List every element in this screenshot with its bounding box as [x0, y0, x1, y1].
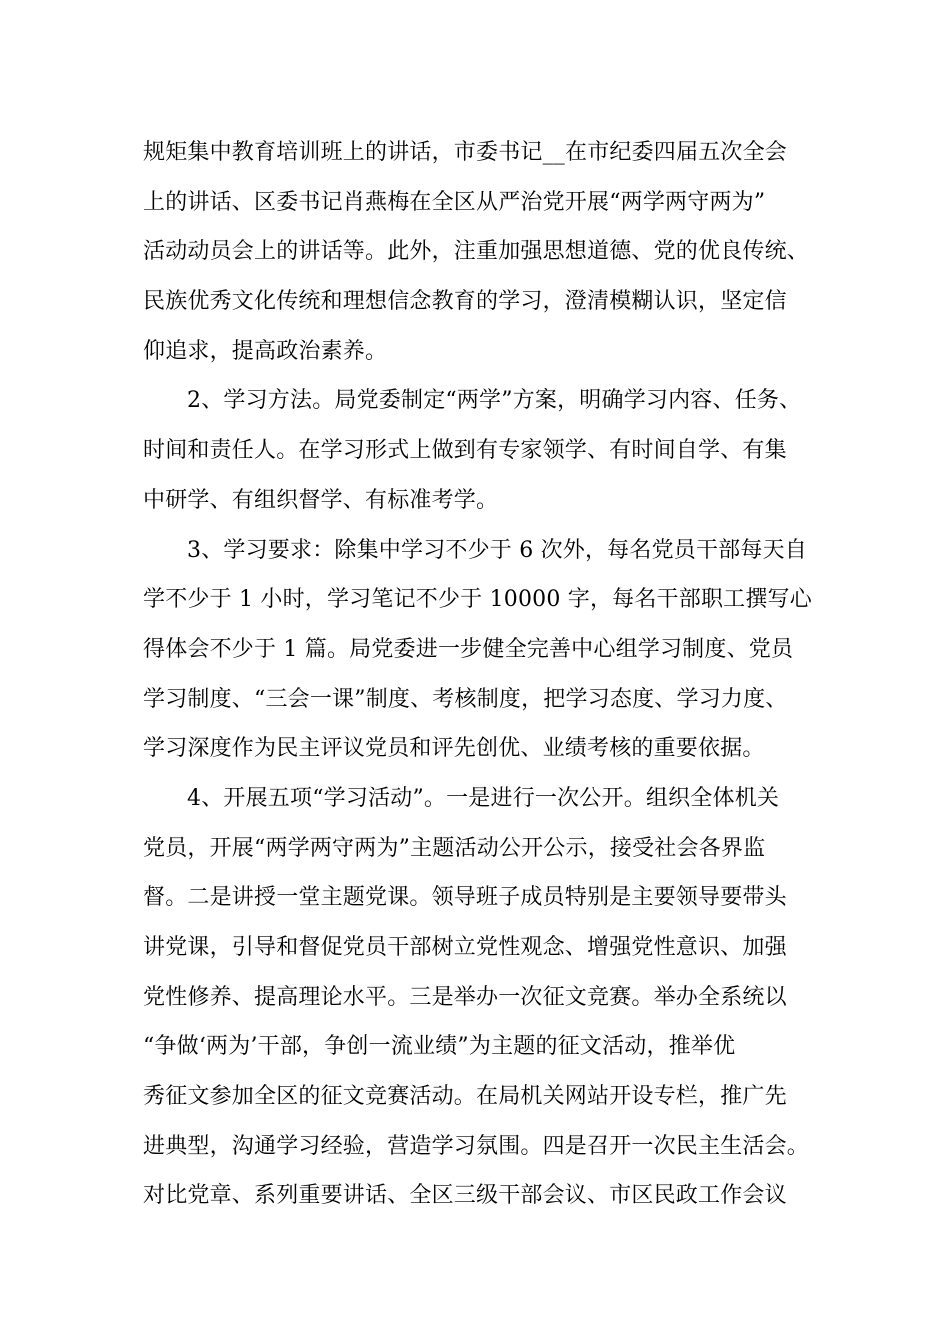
text-line: 学不少于 1 小时，学习笔记不少于 10000 字，每名干部职工撰写心 [143, 587, 812, 613]
text-line: 讲党课，引导和督促党员干部树立党性观念、增强党性意识、加强 [143, 935, 787, 960]
text-line: 进典型，沟通学习经验，营造学习氛围。四是召开一次民主生活会。 [143, 1133, 810, 1159]
text-line: 学习制度、“三会一课”制度、考核制度，把学习态度、学习力度、 [143, 686, 788, 712]
paragraph-start-line: 2、学习方法。局党委制定“两学”方案，明确学习内容、任务、 [187, 388, 802, 414]
text-line: 党员，开展“两学两守两为”主题活动公开公示，接受社会各界监 [143, 835, 766, 861]
text-line: 活动动员会上的讲话等。此外，注重加强思想道德、党的优良传统、 [143, 239, 810, 265]
text-line: 党性修养、提高理论水平。三是举办一次征文竞赛。举办全系统以 [143, 984, 787, 1010]
text-line: 仰追求，提高政治素养。 [143, 338, 388, 364]
text-line: 中研学、有组织督学、有标准考学。 [143, 487, 499, 513]
paragraph-start-line: 3、学习要求：除集中学习不少于 6 次外，每名党员干部每天自 [187, 537, 807, 563]
text-line: 规矩集中教育培训班上的讲话，市委书记__在市纪委四届五次全会 [143, 140, 788, 165]
text-line: “争做‘两为’干部，争创一流业绩”为主题的征文活动，推举优 [143, 1034, 736, 1060]
text-line: 督。二是讲授一堂主题党课。领导班子成员特别是主要领导要带头 [143, 885, 787, 911]
text-line: 上的讲话、区委书记肖燕梅在全区从严治党开展“两学两守两为” [143, 189, 766, 215]
paragraph-start-line: 4、开展五项“学习活动”。一是进行一次公开。组织全体机关 [187, 785, 780, 811]
text-line: 学习深度作为民主评议党员和评先创优、业绩考核的重要依据。 [143, 736, 765, 762]
body-text [143, 128, 843, 1221]
text-line: 时间和责任人。在学习形式上做到有专家领学、有时间自学、有集 [143, 438, 787, 464]
text-line: 得体会不少于 1 篇。局党委进一步健全完善中心组学习制度、党员 [143, 636, 794, 662]
text-line: 对比党章、系列重要讲话、全区三级干部会议、市区民政工作会议 [143, 1183, 787, 1209]
text-line: 秀征文参加全区的征文竞赛活动。在局机关网站开设专栏，推广先 [143, 1084, 787, 1110]
text-line: 民族优秀文化传统和理想信念教育的学习，澄清模糊认识，坚定信 [143, 289, 787, 315]
